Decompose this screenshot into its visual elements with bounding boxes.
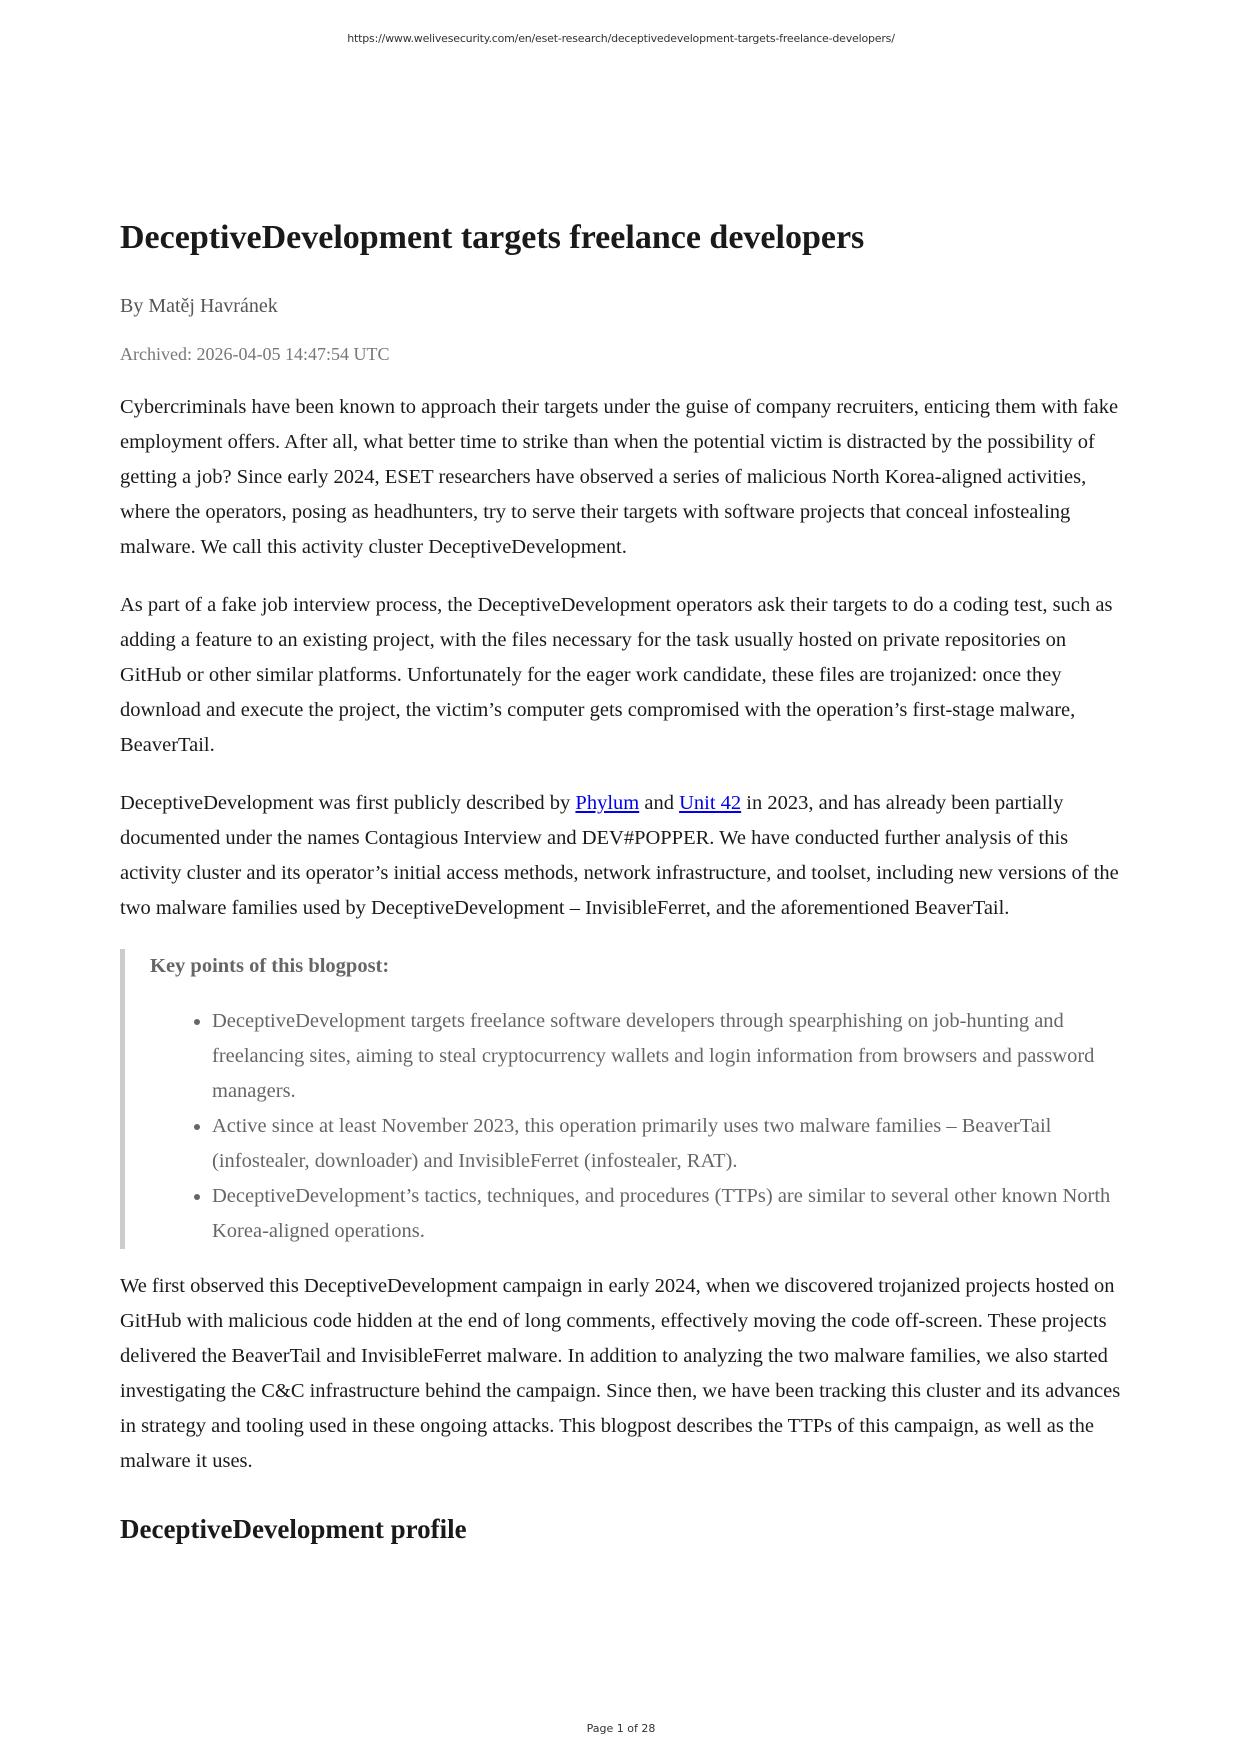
unit42-link[interactable]: Unit 42 [679, 792, 742, 814]
paragraph-text: DeceptiveDevelopment was first publicly described by [120, 792, 576, 814]
paragraph-intro: Cybercriminals have been known to approach their targets under the guise of company recruiters, enticing them with fake employment offers. After all, what better time to strike than when the potential victim is distracted by the possibility of getting a job? Since early 2024, ESET researchers have observed a series of malicious North Korea-aligned activities, where the operators, posing as headhunters, try to serve their targets with software projects that conceal infostealing malware. We call this activity cluster DeceptiveDevelopment. [120, 396, 1119, 558]
page-number: Page 1 of 28 [586, 1722, 656, 1735]
article [120, 212, 1122, 1549]
paragraph-campaign: We first observed this DeceptiveDevelopment campaign in early 2024, when we discovered trojanized projects hosted on GitHub with malicious code hidden at the end of long comments, effectively moving the code off-screen. These projects delivered the BeaverTail and InvisibleFerret malware. In addition to analyzing the two malware families, we also started investigating the C&C infrastructure behind the campaign. Since then, we have been tracking this cluster and its advances in strategy and tooling used in these ongoing attacks. This blogpost describes the TTPs of this campaign, as well as the malware it uses. [120, 1275, 1121, 1472]
author-byline: By Matěj Havránek [120, 295, 278, 317]
archived-timestamp: Archived: 2026-04-05 14:47:54 UTC [120, 344, 390, 364]
paragraph-text: and [639, 792, 680, 814]
key-points-list [150, 1004, 1122, 1249]
key-point-item: • DeceptiveDevelopment’s tactics, techniques, and procedures (TTPs) are similar to several other known North Korea-aligned operations. [212, 1179, 1122, 1249]
paragraph-history [120, 786, 1122, 926]
page-url: https://www.welivesecurity.com/en/eset-research/deceptivedevelopment-targets-freelance-developers/ [347, 32, 895, 45]
paragraph-text: in 2023, and has already been partially documented under the names Contagious Interview and DEV#POPPER. We have conducted further analysis of this activity cluster and its operator’s initial access methods, network infrastructure, and toolset, including new versions of the two malware families used by DeceptiveDevelopment – InvisibleFerret, and the aforementioned BeaverTail. [120, 792, 1119, 919]
key-point-item: • DeceptiveDevelopment targets freelance software developers through spearphishing on job-hunting and freelancing sites, aiming to steal cryptocurrency wallets and login information from browsers and password managers. [212, 1004, 1122, 1109]
phylum-link[interactable]: Phylum [575, 792, 640, 814]
key-points-heading: Key points of this blogpost: [150, 955, 390, 977]
key-point-item: • Active since at least November 2023, this operation primarily uses two malware families – BeaverTail (infostealer, downloader) and InvisibleFerret (infostealer, RAT). [212, 1109, 1122, 1179]
paragraph-interview: As part of a fake job interview process, the DeceptiveDevelopment operators ask their targets to do a coding test, such as adding a feature to an existing project, with the files necessary for the task usually hosted on private repositories on GitHub or other similar platforms. Unfortunately for the eager work candidate, these files are trojanized: once they download and execute the project, the victim’s computer gets compromised with the operation’s first-stage malware, BeaverTail. [120, 594, 1113, 756]
key-points-blockquote [120, 949, 1122, 1249]
article-title: DeceptiveDevelopment targets freelance developers [120, 219, 865, 256]
section-heading: DeceptiveDevelopment profile [120, 1514, 467, 1544]
